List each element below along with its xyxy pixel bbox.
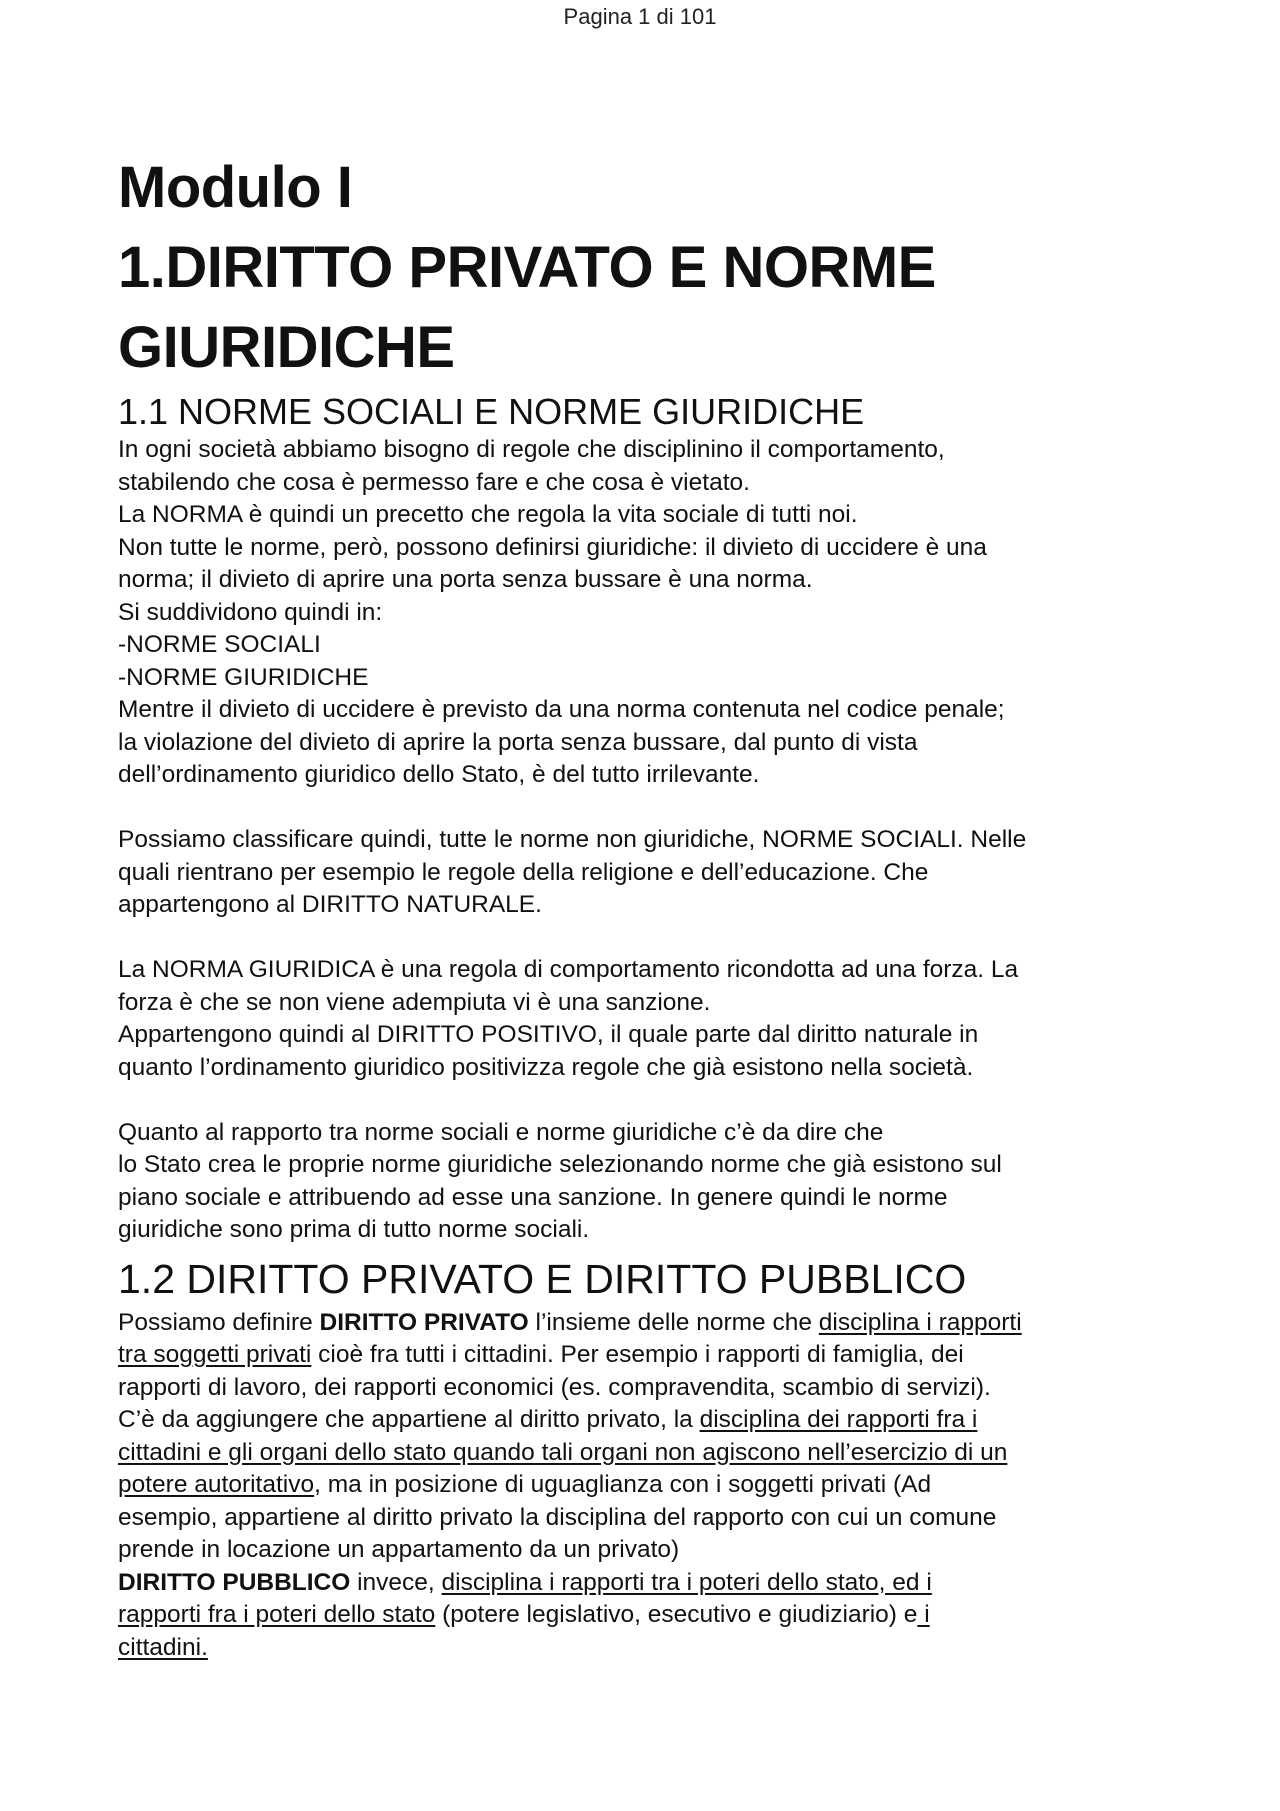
text-line — [118, 1404, 1178, 1437]
text-line: Appartengono quindi al DIRITTO POSITIVO, il quale parte dal diritto naturale in — [118, 1021, 979, 1048]
text-line: appartengono al DIRITTO NATURALE. — [118, 891, 542, 918]
section-heading-1-2: 1.2 DIRITTO PRIVATO E DIRITTO PUBBLICO — [118, 1255, 967, 1302]
text-line: cittadini. — [118, 1633, 208, 1661]
text-line: giuridiche sono prima di tutto norme sociali. — [118, 1216, 590, 1243]
underlined-text: i — [917, 1601, 930, 1628]
underlined-text: rapporti fra i poteri dello stato — [118, 1601, 436, 1628]
text-line: In ogni società abbiamo bisogno di regole che disciplinino il comportamento, — [118, 436, 945, 463]
text-line: Si suddividono quindi in: — [118, 598, 383, 626]
text-run: invece, — [350, 1568, 442, 1596]
section-1-2-body — [118, 1307, 1178, 1665]
text-run: , ma in posizione di uguaglianza con i soggetti privati (Ad — [314, 1471, 932, 1498]
text-line: piano sociale e attribuendo ad esse una sanzione. In genere quindi le norme — [118, 1183, 948, 1211]
paragraph-spacer — [118, 922, 1178, 955]
document-body — [118, 148, 1178, 1664]
underlined-text: potere autoritativo — [118, 1471, 315, 1498]
paragraph-spacer — [118, 792, 1178, 825]
section-1-1-body — [118, 434, 1178, 1247]
underlined-text: disciplina i rapporti tra i poteri dello stato, ed i — [441, 1568, 932, 1596]
text-line — [118, 1567, 1178, 1600]
paragraph-spacer — [118, 1084, 1178, 1117]
title-line-module: Modulo I — [118, 155, 353, 220]
text-line: prende in locazione un appartamento da un privato) — [118, 1536, 680, 1563]
text-line: quali rientrano per esempio le regole della religione e dell’educazione. Che — [118, 858, 929, 886]
text-run: C’è da aggiungere che appartiene al diritto privato, la — [118, 1406, 700, 1433]
text-run: (potere legislativo, esecutivo e giudiziario) e — [435, 1601, 918, 1628]
text-line: La NORMA GIURIDICA è una regola di comportamento ricondotta ad una forza. La — [118, 956, 1019, 983]
section-heading-1-1: 1.1 NORME SOCIALI E NORME GIURIDICHE — [118, 391, 865, 432]
text-line: Non tutte le norme, però, possono definirsi giuridiche: il divieto di uccidere è una — [118, 533, 987, 561]
text-line: cittadini e gli organi dello stato quando tali organi non agiscono nell’esercizio di un — [118, 1438, 1008, 1466]
text-line: dell’ordinamento giuridico dello Stato, è del tutto irrilevante. — [118, 761, 760, 788]
text-run: cioè fra tutti i cittadini. Per esempio i rapporti di famiglia, dei — [311, 1341, 964, 1368]
underlined-text: disciplina i rapporti — [818, 1308, 1022, 1336]
bold-term-diritto-privato: DIRITTO PRIVATO — [319, 1308, 529, 1336]
text-line: stabilendo che cosa è permesso fare e che cosa è vietato. — [118, 468, 750, 496]
text-line: esempio, appartiene al diritto privato la disciplina del rapporto con cui un comune — [118, 1503, 997, 1531]
title-line-chapter: 1.DIRITTO PRIVATO E NORME — [118, 235, 936, 300]
text-line: norma; il divieto di aprire una porta senza bussare è una norma. — [118, 566, 813, 593]
title-line-chapter-cont: GIURIDICHE — [118, 315, 455, 380]
bold-term-diritto-pubblico: DIRITTO PUBBLICO — [118, 1568, 351, 1596]
list-item: -NORME GIURIDICHE — [118, 663, 369, 691]
document-title — [118, 148, 1178, 388]
text-line: rapporti di lavoro, dei rapporti economici (es. compravendita, scambio di servizi). — [118, 1373, 991, 1401]
text-line: La NORMA è quindi un precetto che regola la vita sociale di tutti noi. — [118, 501, 858, 528]
text-line — [118, 1599, 1178, 1632]
text-line: quanto l’ordinamento giuridico positivizza regole che già esistono nella società. — [118, 1053, 974, 1081]
underlined-text: disciplina dei rapporti fra i — [699, 1406, 978, 1433]
text-line — [118, 1339, 1178, 1372]
text-run: Possiamo definire — [118, 1308, 320, 1336]
underlined-text: tra soggetti privati — [118, 1341, 312, 1368]
list-item: -NORME SOCIALI — [118, 631, 321, 658]
text-line — [118, 1307, 1178, 1340]
text-run: l’insieme delle norme che — [528, 1308, 819, 1336]
text-line: la violazione del divieto di aprire la porta senza bussare, dal punto di vista — [118, 728, 918, 756]
text-line: lo Stato crea le proprie norme giuridiche selezionando norme che già esistono sul — [118, 1151, 1002, 1178]
page-number-header: Pagina 1 di 101 — [563, 4, 717, 29]
text-line — [118, 1469, 1178, 1502]
text-line: Possiamo classificare quindi, tutte le norme non giuridiche, NORME SOCIALI. Nelle — [118, 826, 1027, 853]
text-line: Quanto al rapporto tra norme sociali e norme giuridiche c’è da dire che — [118, 1118, 884, 1146]
text-line: Mentre il divieto di uccidere è previsto da una norma contenuta nel codice penale; — [118, 696, 1005, 723]
text-line: forza è che se non viene adempiuta vi è una sanzione. — [118, 988, 711, 1016]
